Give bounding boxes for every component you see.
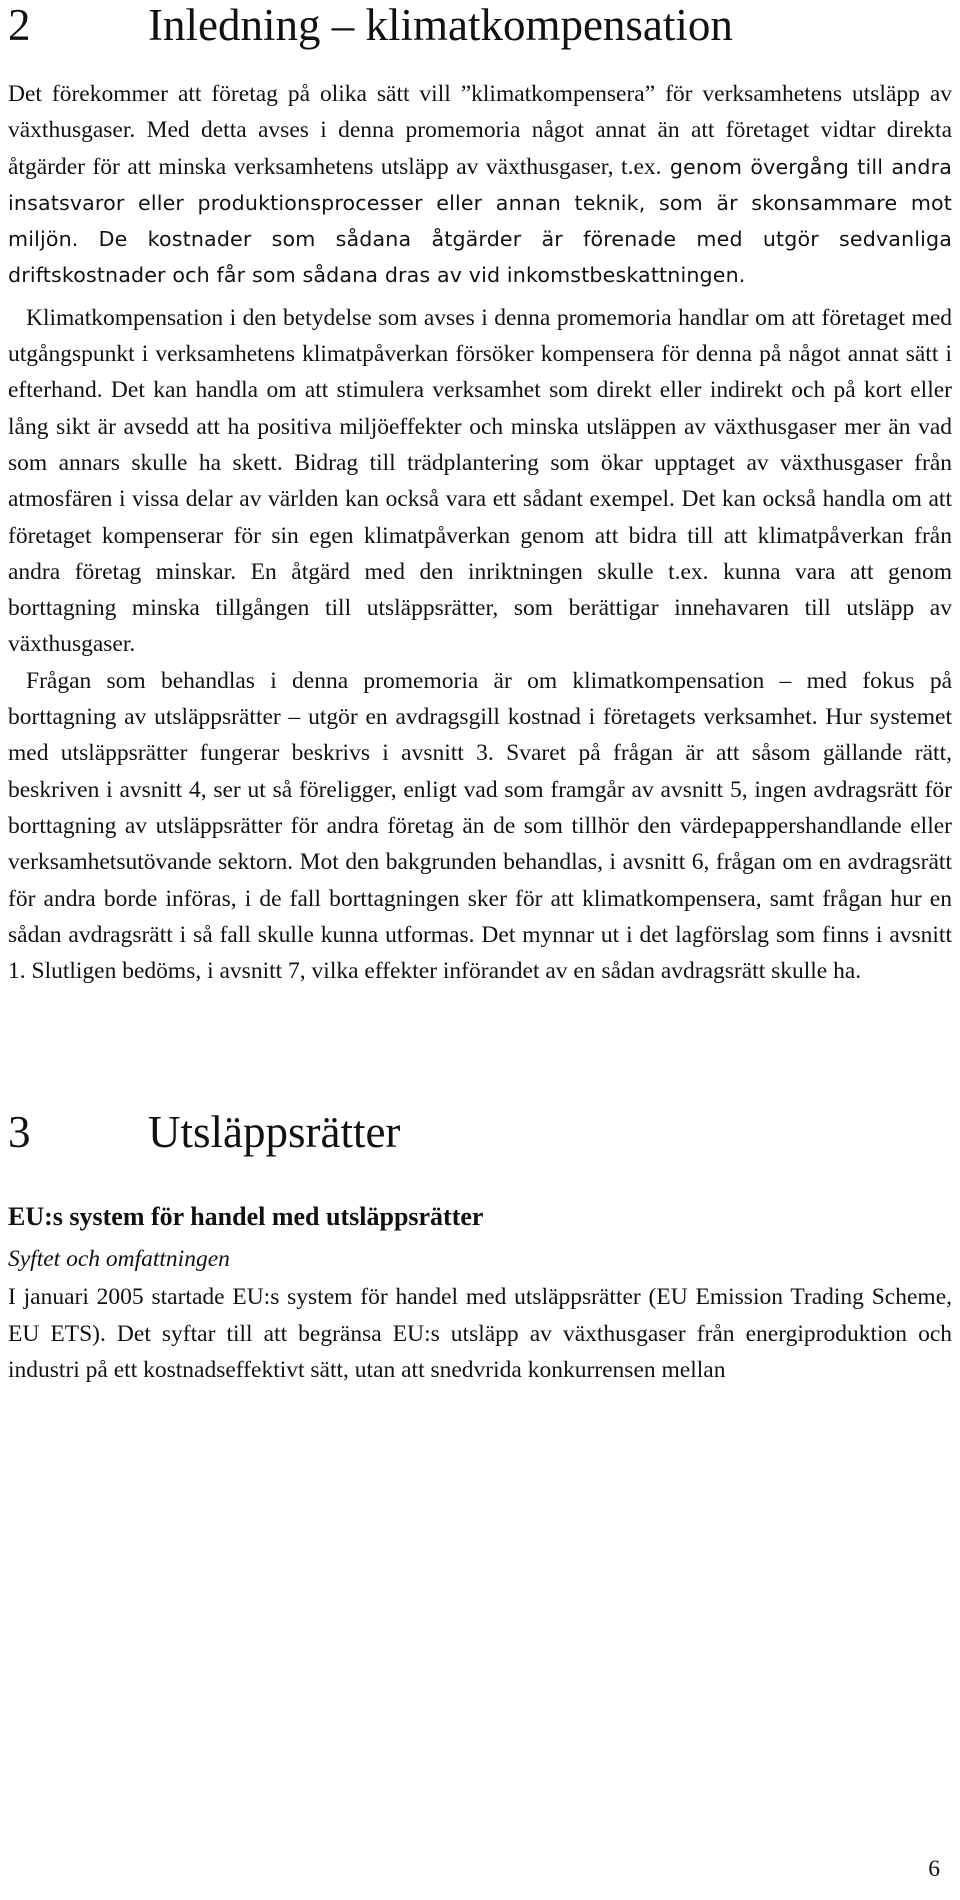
document-page [8, 0, 952, 1388]
chapter-3-title: Utsläppsrätter [148, 1107, 401, 1158]
chapter-2-paragraph-1 [8, 76, 952, 294]
chapter-2-title: Inledning – klimatkompensation [148, 0, 733, 50]
chapter-3-paragraph-1: I januari 2005 startade EU:s system för handel med utsläppsrätter (EU Emission Trading Scheme, EU ETS). Det syftar till att begränsa EU:s utsläpp av växthusgaser från energiproduktion och industri på ett kostnadseffektivt sätt, utan att snedvrida konkurrensen mellan [8, 1284, 952, 1384]
paragraph-1-sans-text: genom övergång till andra insatsvaror eller produktionsprocesser eller annan teknik, som är skonsammare mot miljön. De kostnader som sådana åtgärder är förenade med utgör sedvanliga driftskostnader och får som sådana dras av vid inkomstbeskattningen. [8, 154, 952, 288]
chapter-2-number: 2 [8, 0, 31, 50]
chapter-3-number: 3 [8, 1107, 31, 1158]
chapter-2-heading [8, 2, 952, 48]
chapter-3-heading [8, 1107, 952, 1158]
section-heading: EU:s system för handel med utsläppsrätter [8, 1202, 484, 1232]
chapter-2-paragraph-2: Klimatkompensation i den betydelse som avses i denna promemoria handlar om att företaget med utgångspunkt i verksamhetens klimatpåverkan försöker kompensera för denna på något annat sätt i efterhand. Det kan handla om att stimulera verksamhet som direkt eller indirekt och på kort eller lång sikt är avsedd att ha positiva miljöeffekter och minska utsläppen av växthusgaser mer än vad som annars skulle ha skett. Bidrag till trädplantering som ökar upptaget av växthusgaser från atmosfären i vissa delar av världen kan också vara ett sådant exempel. Det kan också handla om att företaget kompenserar för sin egen klimatpåverkan genom att bidra till att klimatpåverkan från andra företag minskar. En åtgärd med den inriktningen skulle t.ex. kunna vara att genom borttagning minska tillgången till utsläppsrätter, som berättigar innehavaren till utsläpp av växthusgaser. [8, 304, 952, 658]
page-number: 6 [928, 1856, 940, 1882]
subsection-heading: Syftet och omfattningen [8, 1246, 230, 1273]
paragraph-1-serif-text: Det förekommer att företag på olika sätt vill ”klimatkompensera” för verksamhetens utsläpp av växthusgaser. Med detta avses i denna promemoria något annat än att företaget vidtar direkta åtgärder för att minska verksamhetens utsläpp av växthusgaser, t.ex. [8, 81, 952, 180]
chapter-2-paragraph-3: Frågan som behandlas i denna promemoria är om klimatkompensation – med fokus på borttagning av utsläppsrätter – utgör en avdragsgill kostnad i företagets verksamhet. Hur systemet med utsläppsrätter fungerar beskrivs i avsnitt 3. Svaret på frågan är att såsom gällande rätt, beskriven i avsnitt 4, ser ut så föreligger, enligt vad som framgår av avsnitt 5, ingen avdragsrätt för borttagning av utsläppsrätter för andra företag än de som tillhör den värdepappershandlande eller verksamhetsutövande sektorn. Mot den bakgrunden behandlas, i avsnitt 6, frågan om en avdragsrätt för andra borde införas, i de fall borttagningen sker för att klimatkompensera, samt frågan hur en sådan avdragsrätt i så fall skulle kunna utformas. Det mynnar ut i det lagförslag som finns i avsnitt 1. Slutligen bedöms, i avsnitt 7, vilka effekter införandet av en sådan avdragsrätt skulle ha. [8, 667, 952, 985]
